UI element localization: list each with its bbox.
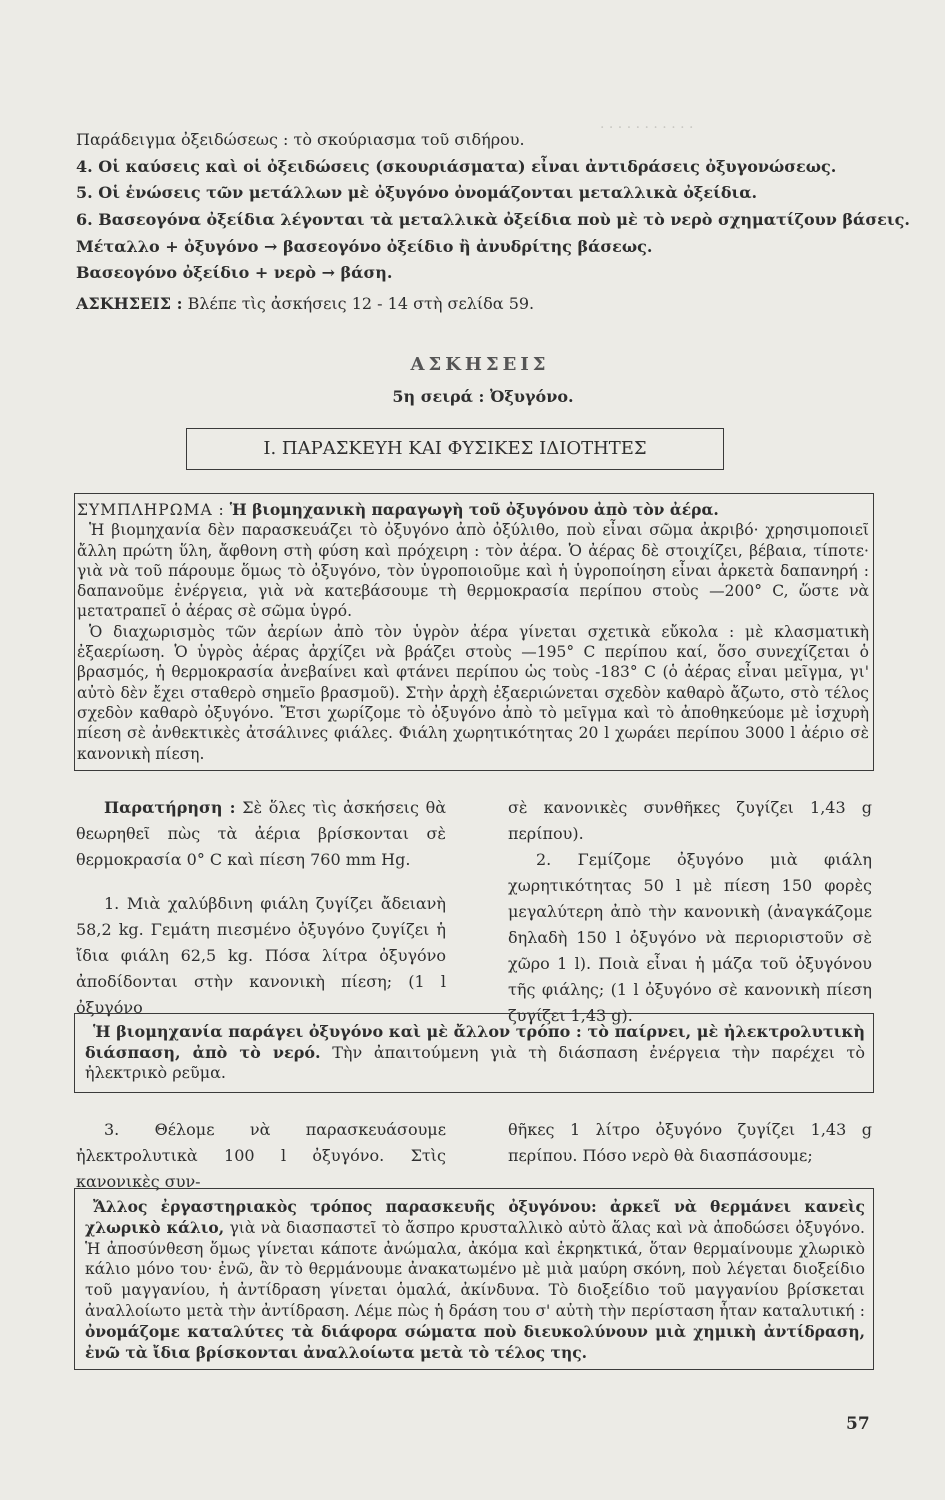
right-column <box>508 795 872 1029</box>
catalyst-box <box>74 1188 874 1370</box>
electrolysis-text <box>85 1022 865 1084</box>
page-number: 57 <box>846 1414 870 1434</box>
electrolysis-box <box>74 1013 874 1093</box>
electrolysis-bold: Ἡ βιομηχανία παράγει ὀξυγόνο καὶ μὲ ἄλλον τρόπο : τὸ παίρνει, μὲ ἠλεκτρολυτικὴ διάσπαση, ἀπὸ τὸ νερό. <box>85 1022 865 1062</box>
exercise-2: 2. Γεμίζομε ὀξυγόνο μιὰ φιάλη χωρητικότητας 50 l μὲ πίεση 150 φορὲς μεγαλύτερη ἀπὸ τὴν κανονικὴ (ἀναγκάζομε δηλαδὴ 150 l ὀξυγόνο νὰ περιοριστοῦν σὲ χῶρο 1 l). Ποιὰ εἶναι ἡ μάζα τοῦ ὀξυγόνου τῆς φιάλης; (1 l ὀξυγόνο σὲ κανονικὴ πίεση ζυγίζει 1,43 g). <box>508 850 872 1025</box>
catalyst-bold-1: Ἄλλος ἐργαστηριακὸς τρόπος παρασκευῆς ὀξυγόνου: ἀρκεῖ νὰ θερμάνει κανεὶς χλωρικὸ κάλιο, <box>85 1197 865 1237</box>
askiseis-label: ΑΣΚΗΣΕΙΣ : <box>76 294 183 313</box>
supplement-content <box>77 500 869 764</box>
note-text: Σὲ ὅλες τὶς ἀσκήσεις θὰ θεωρηθεῖ πὼς τὰ ἀέρια βρίσκονται σὲ θερμοκρασία 0° C καὶ πίεση 760 mm Hg. <box>76 798 447 869</box>
supplement-title: Ἡ βιομηχανικὴ παραγωγὴ τοῦ ὀξυγόνου ἀπὸ τὸν ἀέρα. <box>229 500 719 519</box>
exercises-heading: ΑΣΚΗΣΕΙΣ <box>410 354 550 375</box>
supplement-paragraph-2: Ὁ διαχωρισμὸς τῶν ἀερίων ἀπὸ τὸν ὑγρὸν ἀέρα γίνεται σχετικὰ εὔκολα : μὲ κλασματικὴ ἐξαερίωση. Ὁ ὑγρὸς ἀέρας ἀρχίζει νὰ βράζει στοὺς —195° C περίπου καί, ὅσο συνεχίζεται ὁ βρασμός, ἡ θερμοκρασία ἀνεβαίνει καὶ φτάνει περίπου ὡς τοὺς -183° C (ὁ ἀέρας εἶναι μεῖγμα, γι' αὐτὸ δὲν ἔχει σταθερὸ σημεῖο βρασμοῦ). Στὴν ἀρχὴ ἐξαεριώνεται σχεδὸν καθαρὸ ἄζωτο, στὸ τέλος σχεδὸν καθαρὸ ὀξυγόνο. Ἔτσι χωρίζομε τὸ ὀξυγόνο ἀπὸ τὸ μεῖγμα καὶ τὸ ἀποθηκεύομε μὲ ἰσχυρὴ πίεση σὲ ἀνθεκτικὲς ἀτσάλινες φιάλες. Φιάλη χωρητικότητας 20 l χωράει περίπου 3000 l ἀέριο σὲ κανονικὴ πίεση. <box>77 622 869 763</box>
note-label: Παρατήρηση : <box>104 798 236 817</box>
section-title: Ι. ΠΑΡΑΣΚΕΥΗ ΚΑΙ ΦΥΣΙΚΕΣ ΙΔΙΟΤΗΤΕΣ <box>263 438 647 459</box>
exercise-3-right <box>508 1117 872 1169</box>
exercise-3-start: 3. Θέλομε νὰ παρασκευάσουμε ἠλεκτρολυτικὰ 100 l ὀξυγόνο. Στὶς κανονικὲς συν- <box>76 1120 446 1191</box>
exercises-series: 5η σειρά : Ὀξυγόνο. <box>392 387 574 406</box>
supplement-label: ΣΥΜΠΛΗΡΩΜΑ : <box>77 501 225 519</box>
note-paragraph <box>76 795 446 873</box>
askiseis-text: Βλέπε τὶς ἀσκήσεις 12 - 14 στὴ σελίδα 59. <box>187 294 535 313</box>
askiseis-reference <box>76 294 534 314</box>
exercise-3-end: θῆκες 1 λίτρο ὀξυγόνο ζυγίζει 1,43 g περίπου. Πόσο νερὸ θὰ διασπάσουμε; <box>508 1120 872 1165</box>
point-5: 5. Οἱ ἑνώσεις τῶν μετάλλων μὲ ὀξυγόνο ὀνομάζονται μεταλλικὰ ὀξείδια. <box>76 183 758 202</box>
exercise-3-left <box>76 1117 446 1195</box>
supplement-heading <box>77 500 869 520</box>
supplement-paragraph-1: Ἡ βιομηχανία δὲν παρασκευάζει τὸ ὀξυγόνο ἀπὸ ὀξύλιθο, ποὺ εἶναι σῶμα ἀκριβό· χρησιμοποιεῖ ἄλλη πρώτη ὕλη, ἄφθονη στὴ φύση καὶ πρόχειρη : τὸν ἀέρα. Ὁ ἀέρας δὲ στοιχίζει, βέβαια, τίποτε· γιὰ νὰ τοῦ πάρουμε ὅμως τὸ ὀξυγόνο, τὸν ὑγροποιοῦμε καὶ ἡ ὑγροποίηση εἶναι ἀρκετὰ δαπανηρή : δαπανοῦμε ἐνέργεια, γιὰ νὰ κατεβάσουμε τὴ θερμοκρασία περίπου στοὺς —200° C, ὥστε νὰ μετατραπεῖ ὁ ἀέρας σὲ σῶμα ὑγρό. <box>77 521 869 621</box>
catalyst-bold-2: ὀνομάζομε καταλύτες τὰ διάφορα σώματα ποὺ διευκολύνουν μιὰ χημικὴ ἀντίδραση, ἐνῶ τὰ ἴδια βρίσκονται ἀναλλοίωτα μετὰ τὸ τέλος της. <box>85 1321 865 1362</box>
catalyst-text <box>85 1197 865 1363</box>
catalyst-normal: γιὰ νὰ διασπαστεῖ τὸ ἄσπρο κρυσταλλικὸ αὐτὸ ἅλας καὶ νὰ ἀποδώσει ὀξυγόνο. Ἡ ἀποσύνθεση ὅμως γίνεται κάποτε ἀνώμαλα, ἀκόμα καὶ ἐκρηκτικά, ὅταν θερμαίνουμε χλωρικὸ κάλιο μόνο του· ἐνῶ, ἂν τὸ θερμάνουμε ἀνακατωμένο μὲ μιὰ μαύρη σκόνη, ποὺ λέγεται διοξείδιο τοῦ μαγγανίου, ἡ ἀντίδραση γίνεται ὁμαλά, ἀκίνδυνα. Τὸ διοξείδιο τοῦ μαγγανίου βρίσκεται ἀναλλοίωτο μετὰ τὴν ἀντίδραση. Λέμε πὼς ἡ δράση του σ' αὐτὴ τὴν περίσταση ἦταν καταλυτική : <box>85 1218 865 1320</box>
point-6: 6. Βασεογόνα ὀξείδια λέγονται τὰ μεταλλικὰ ὀξείδια ποὺ μὲ τὸ νερὸ σχηματίζουν βάσεις. <box>76 210 910 229</box>
formula-2: Βασεογόνο ὀξείδιο + νερὸ → βάση. <box>76 263 393 282</box>
formula-1: Μέταλλο + ὀξυγόνο → βασεογόνο ὀξείδιο ἢ ἀνυδρίτης βάσεως. <box>76 237 653 256</box>
exercise-1-continuation: σὲ κανονικὲς συνθῆκες ζυγίζει 1,43 g περίπου). <box>508 798 872 843</box>
point-4: 4. Οἱ καύσεις καὶ οἱ ὀξειδώσεις (σκουριάσματα) εἶναι ἀντιδράσεις ὀξυγονώσεως. <box>76 157 837 176</box>
exercise-1: 1. Μιὰ χαλύβδινη φιάλη ζυγίζει ἄδειανὴ 58,2 kg. Γεμάτη πιεσμένο ὀξυγόνο ζυγίζει ἡ ἴδια φιάλη 62,5 kg. Πόσα λίτρα ὀξυγόνο ἀποδίδονται στὴν κανονικὴ πίεση; (1 l ὀξυγόνο <box>76 894 446 1017</box>
bleed-through-text: · · · · · · · · · · · <box>600 120 694 136</box>
section-title-box <box>186 428 724 470</box>
electrolysis-normal: Τὴν ἀπαιτούμενη γιὰ τὴ διάσπαση ἐνέργεια τὴν παρέχει τὸ ἠλεκτρικὸ ρεῦμα. <box>85 1042 866 1082</box>
left-column <box>76 795 446 1021</box>
example-line: Παράδειγμα ὀξειδώσεως : τὸ σκούριασμα τοῦ σιδήρου. <box>76 130 525 149</box>
supplement-box <box>74 493 874 771</box>
